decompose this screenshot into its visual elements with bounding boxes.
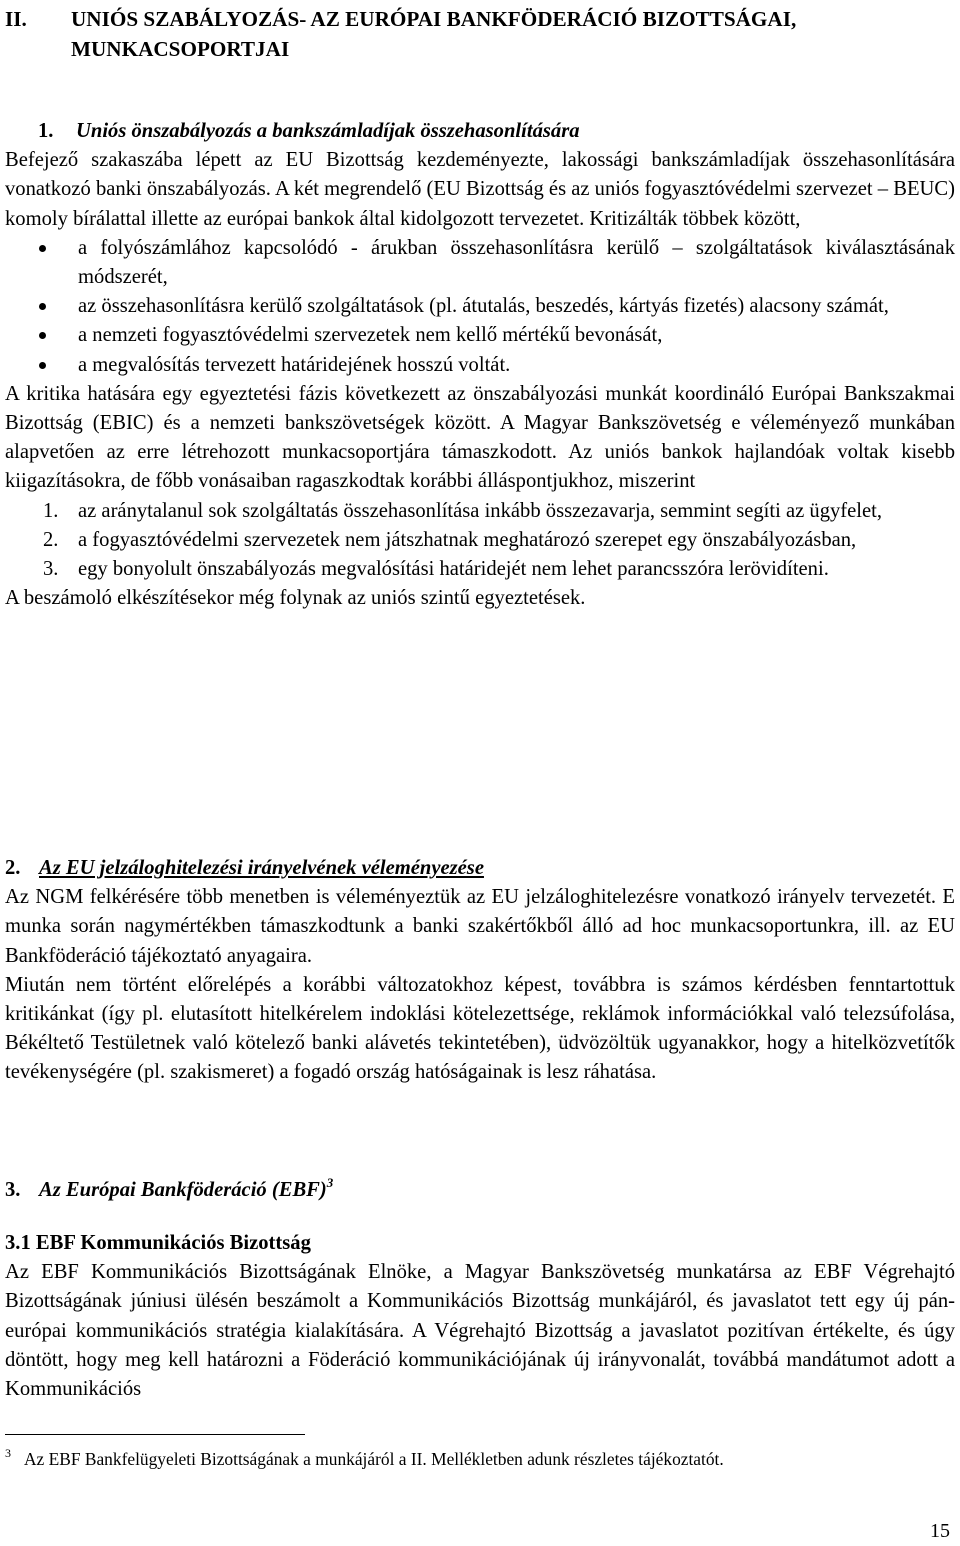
criticism-list (5, 234, 955, 380)
section-1-intro: Befejező szakaszába lépett az EU Bizottság kezdeményezte, lakossági bankszámladíjak összehasonlítására vonatkozó banki önszabályozás. A két megrendelő (EU Bizottság és az uniós fogyasztóvédelmi szervezet – BEUC) komoly bírálattal illette az európai bankok által kidolgozott tervezetet. Kritizálták többek között, (5, 149, 955, 230)
list-item: a nemzeti fogyasztóvédelmi szervezetek nem kellő mértékű bevonását, (5, 321, 955, 350)
position-list (5, 497, 955, 585)
list-item: 1. az aránytalanul sok szolgáltatás összehasonlítása inkább összezavarja, semmint segíti az ügyfelet, (43, 499, 883, 522)
bullet-icon (39, 245, 46, 252)
section-1 (5, 117, 955, 613)
footnote-divider (5, 1434, 305, 1435)
page-number: 15 (930, 1520, 950, 1542)
section-3 (5, 1176, 955, 1205)
list-item: 2. a fogyasztóvédelmi szervezetek nem játszhatnak meghatározó szerepet egy önszabályozásban, (43, 528, 857, 551)
footnote-text: Az EBF Bankfelügyeleti Bizottságának a munkájáról a II. Mellékletben adunk részletes tájékoztatót. (24, 1449, 724, 1469)
section-3-title: 3. Az Európai Bankföderáció (EBF)$^3$ (5, 1175, 334, 1201)
section-2-paragraph-2: Miután nem történt előrelépés a korábbi változatokhoz képest, továbbra is számos kérdésben fenntartottuk kritikánkat (így pl. elutasított hitelkérelem indoklási kötelezettsége, reklámok információkkal való telezsúfolása, Békéltető Testületnek való kötelező banki alávetés tekintetében), üdvözöltük ugyanakkor, hogy a hitelközvetítők tevékenységére (pl. szakismeret) a fogadó ország hatóságainak is lesz ráhatása. (5, 973, 955, 1084)
footnote-reference: 3 (326, 1175, 334, 1190)
footnote-mark: 3 (5, 1446, 11, 1460)
section-1-title: 1. Uniós önszabályozás a bankszámladíjak összehasonlítására (38, 120, 580, 142)
section-2-title: 2. Az EU jelzáloghitelezési irányelvének véleményezése (5, 857, 484, 879)
section-1-closing: A beszámoló elkészítésekor még folynak az uniós szintű egyeztetések. (5, 587, 586, 610)
section-3-1 (5, 1229, 955, 1404)
list-item: a megvalósítás tervezett határidejének hosszú voltát. (5, 351, 955, 380)
list-item: 3. egy bonyolult önszabályozás megvalósítási határidejét nem lehet parancsszóra lerövidíteni. (43, 558, 829, 581)
bullet-icon (39, 303, 46, 310)
list-item: a folyószámlához kapcsolódó - árukban összehasonlításra kerülő – szolgáltatások kiválasztásának módszerét, (5, 234, 955, 292)
subsection-title: 3.1 EBF Kommunikációs Bizottság (5, 1232, 311, 1254)
list-item: az összehasonlításra kerülő szolgáltatások (pl. átutalás, beszedés, kártyás fizetés) alacsony számát, (5, 292, 955, 321)
chapter-title-line1: UNIÓS SZABÁLYOZÁS- AZ EURÓPAI BANKFÖDERÁCIÓ BIZOTTSÁGAI, (71, 7, 797, 31)
bullet-icon (39, 332, 46, 339)
bullet-icon (39, 362, 46, 369)
chapter-title-line2: MUNKACSOPORTJAI (71, 37, 290, 61)
chapter-number: II. (5, 7, 27, 31)
section-2-paragraph-1: Az NGM felkérésére több menetben is véleményeztük az EU jelzáloghitelezésre vonatkozó irányelv tervezetét. E munka során nagymértékben támaszkodtunk a banki szakértőkből álló ad hoc munkacsoportunkra, ill. az EU Bankföderáció tájékoztató anyagaira. (5, 886, 955, 967)
section-1-paragraph-2: A kritika hatására egy egyeztetési fázis következett az önszabályozási munkát koordináló Európai Bankszakmai Bizottság (EBIC) és a nemzeti bankszövetségek között. A Magyar Bankszövetség e véleményező munkában alapvetően az erre létrehozott munkacsoportjára támaszkodott. Az uniós bankok hajlandóak voltak kisebb kiigazításokra, de főbb vonásaiban ragaszkodtak korábbi álláspontjukhoz, miszerint (5, 382, 955, 493)
section-3-1-paragraph: Az EBF Kommunikációs Bizottságának Elnöke, a Magyar Bankszövetség munkatársa az EBF Végrehajtó Bizottságának júniusi ülésén beszámolt a Kommunikációs Bizottság munkájáról, és javaslatot tett egy új pán-európai kommunikációs stratégia kialakítására. A Végrehajtó Bizottság a javaslatot pozitívan értékelte, és úgy döntött, hogy meg kell határozni a Föderáció kommunikációjának új irányvonalát, továbbá mandátumot adott a Kommunikációs (5, 1261, 955, 1401)
section-2 (5, 854, 955, 1088)
